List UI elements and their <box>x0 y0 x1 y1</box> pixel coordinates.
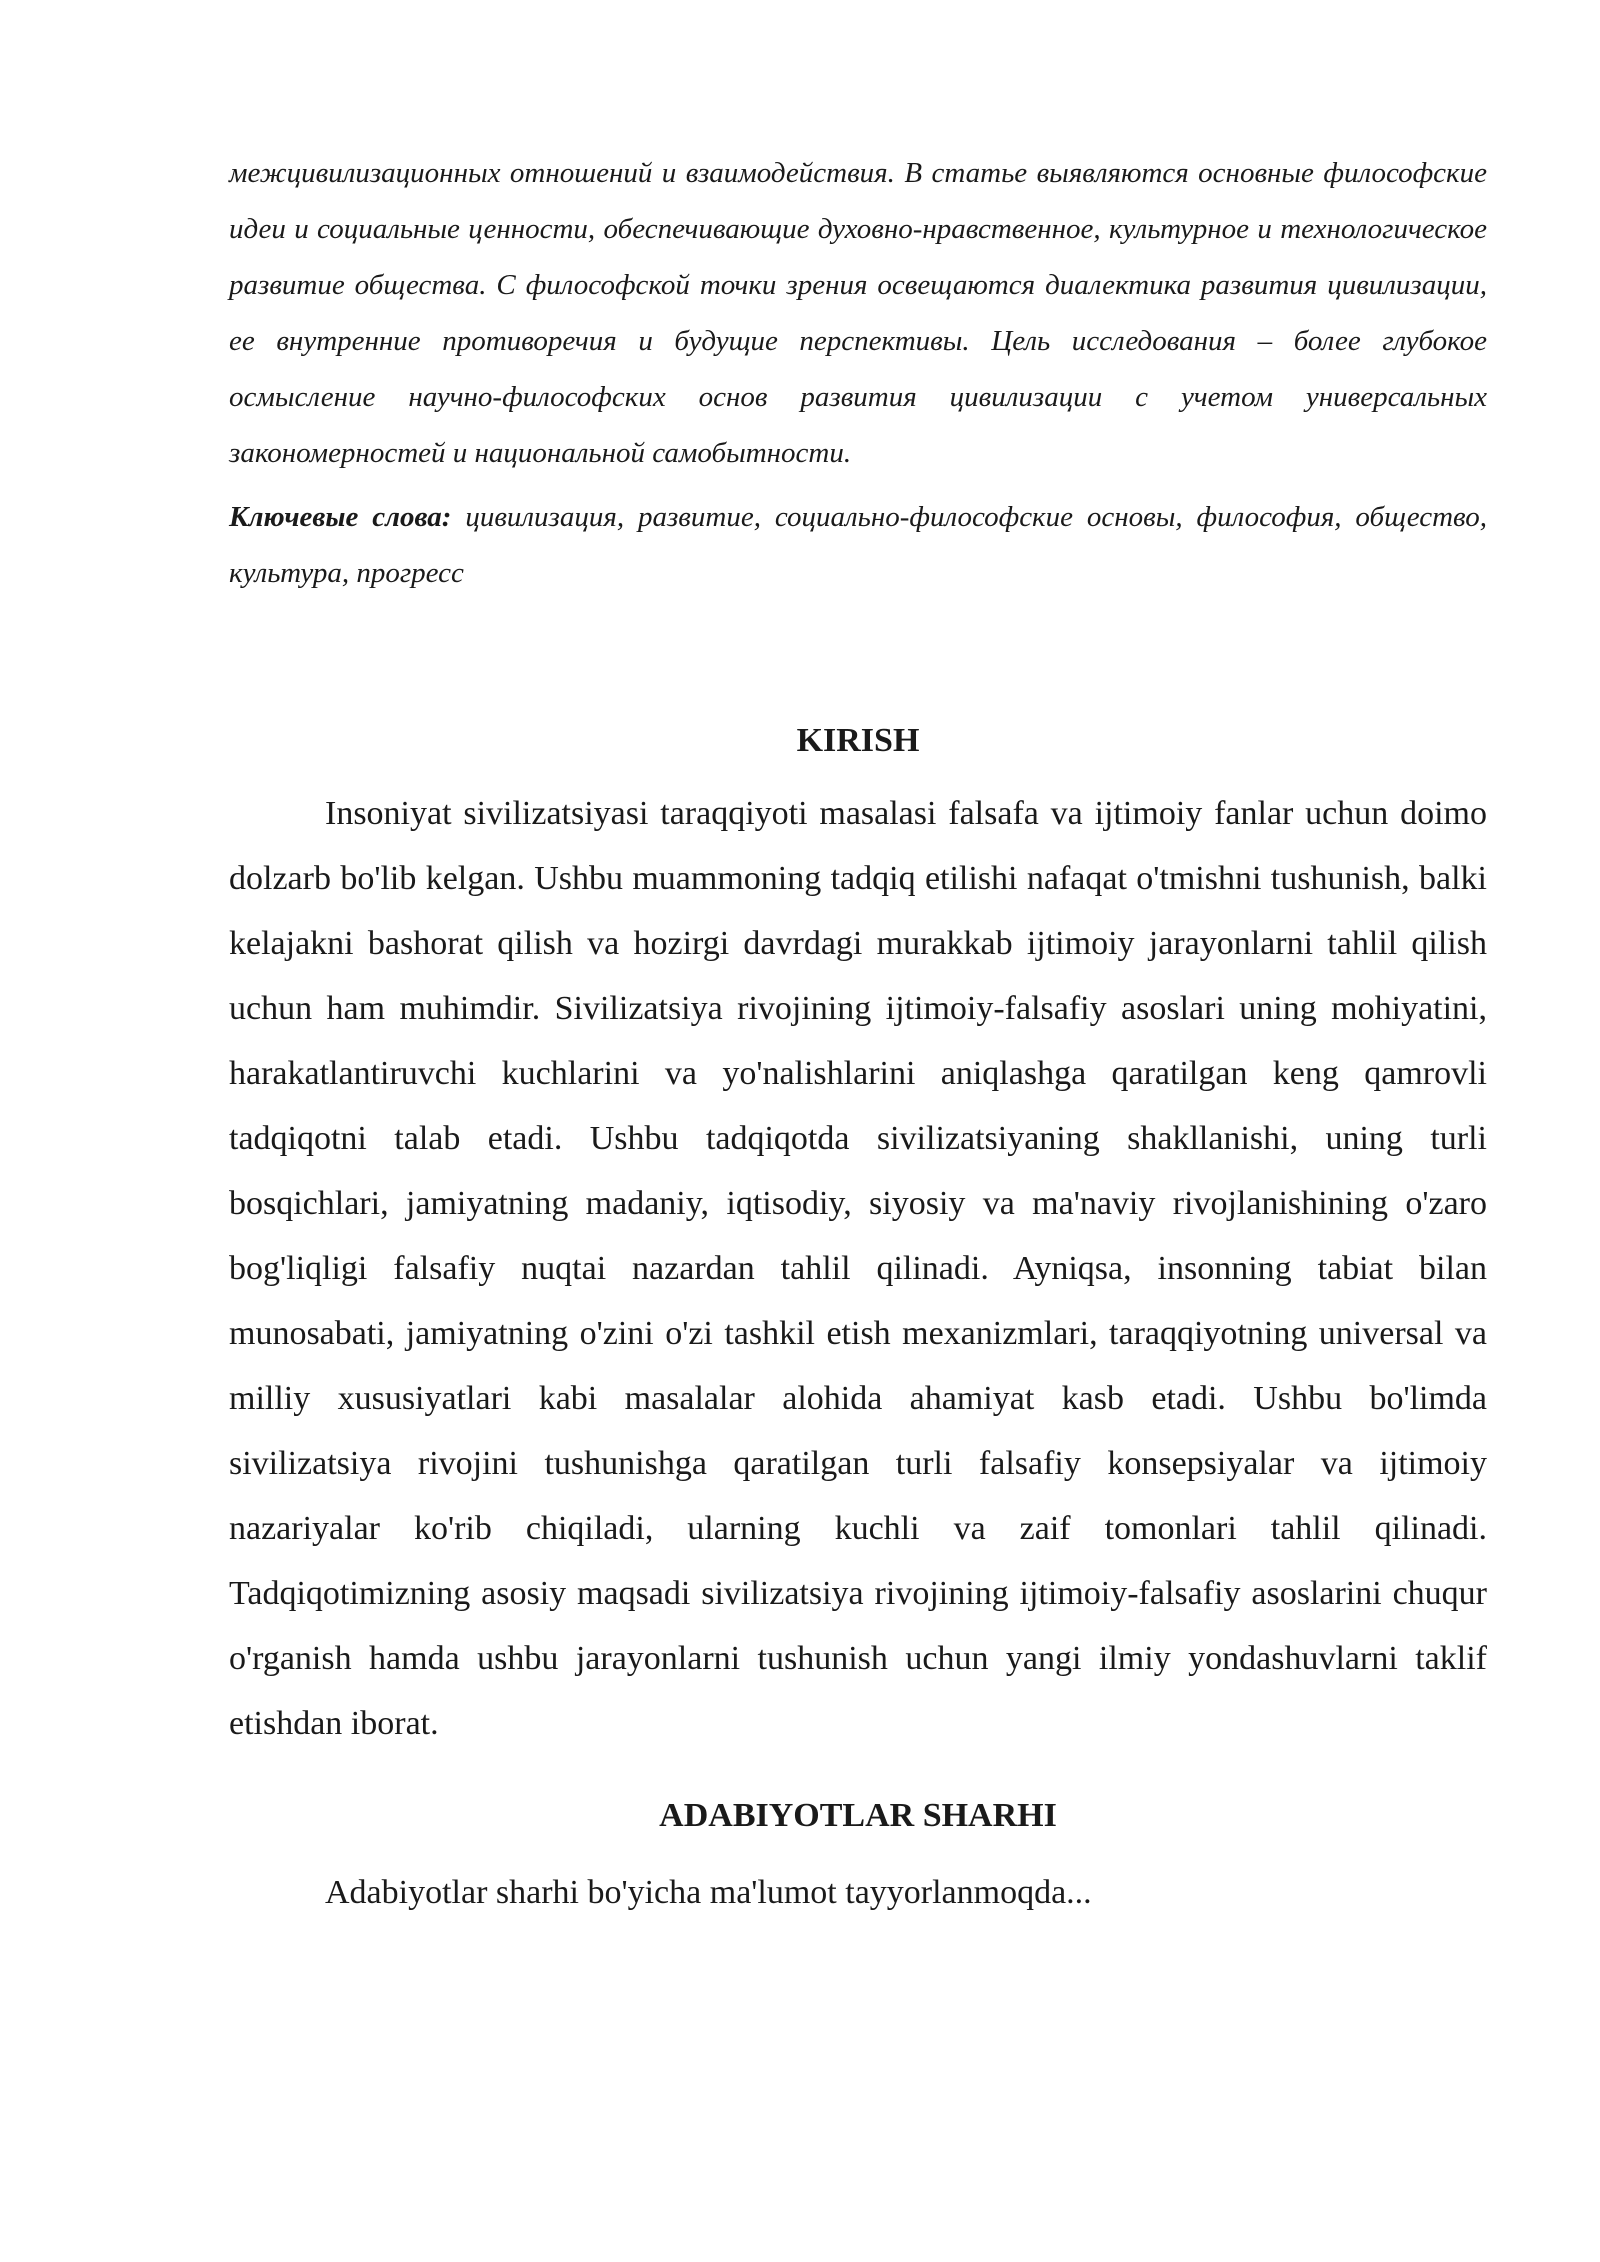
literature-paragraph: Adabiyotlar sharhi bo'yicha ma'lumot tayyorlanmoqda... <box>325 1874 1092 1911</box>
intro-heading: KIRISH <box>796 722 920 759</box>
literature-heading: ADABIYOTLAR SHARHI <box>659 1797 1057 1834</box>
document-page <box>229 145 1487 1925</box>
abstract-paragraph: межцивилизационных отношений и взаимодействия. В статье выявляются основные философские идеи и социальные ценности, обеспечивающие духовно-нравственное, культурное и технологическое развитие общества. С философской точки зрения освещаются диалектика развития цивилизации, ее внутренние противоречия и будущие перспективы. Цель исследования – более глубокое осмысление научно-философских основ развития цивилизации с учетом универсальных закономерностей и национальной самобытности. <box>229 157 1487 469</box>
keywords-list: цивилизация, развитие, социально-философские основы, философия, общество, культура, прогресс <box>229 501 1487 589</box>
keywords-paragraph <box>229 489 1487 601</box>
intro-paragraph: Insoniyat sivilizatsiyasi taraqqiyoti masalasi falsafa va ijtimoiy fanlar uchun doimo dolzarb bo'lib kelgan. Ushbu muammoning tadqiq etilishi nafaqat o'tmishni tushunish, balki kelajakni bashorat qilish va hozirgi davrdagi murakkab ijtimoiy jarayonlarni tahlil qilish uchun ham muhimdir. Sivilizatsiya rivojining ijtimoiy-falsafiy asoslari uning mohiyatini, harakatlantiruvchi kuchlarini va yo'nalishlarini aniqlashga qaratilgan keng qamrovli tadqiqotni talab etadi. Ushbu tadqiqotda sivilizatsiyaning shakllanishi, uning turli bosqichlari, jamiyatning madaniy, iqtisodiy, siyosiy va ma'naviy rivojlanishining o'zaro bog'liqligi falsafiy nuqtai nazardan tahlil qilinadi. Ayniqsa, insonning tabiat bilan munosabati, jamiyatning o'zini o'zi tashkil etish mexanizmlari, taraqqiyotning universal va milliy xususiyatlari kabi masalalar alohida ahamiyat kasb etadi. Ushbu bo'limda sivilizatsiya rivojini tushunishga qaratilgan turli falsafiy konsepsiyalar va ijtimoiy nazariyalar ko'rib chiqiladi, ularning kuchli va zaif tomonlari tahlil qilinadi. Tadqiqotimizning asosiy maqsadi sivilizatsiya rivojining ijtimoiy-falsafiy asoslarini chuqur o'rganish hamda ushbu jarayonlarni tushunish uchun yangi ilmiy yondashuvlarni taklif etishdan iborat. <box>229 795 1487 1742</box>
keywords-label: Ключевые слова: <box>229 501 452 533</box>
